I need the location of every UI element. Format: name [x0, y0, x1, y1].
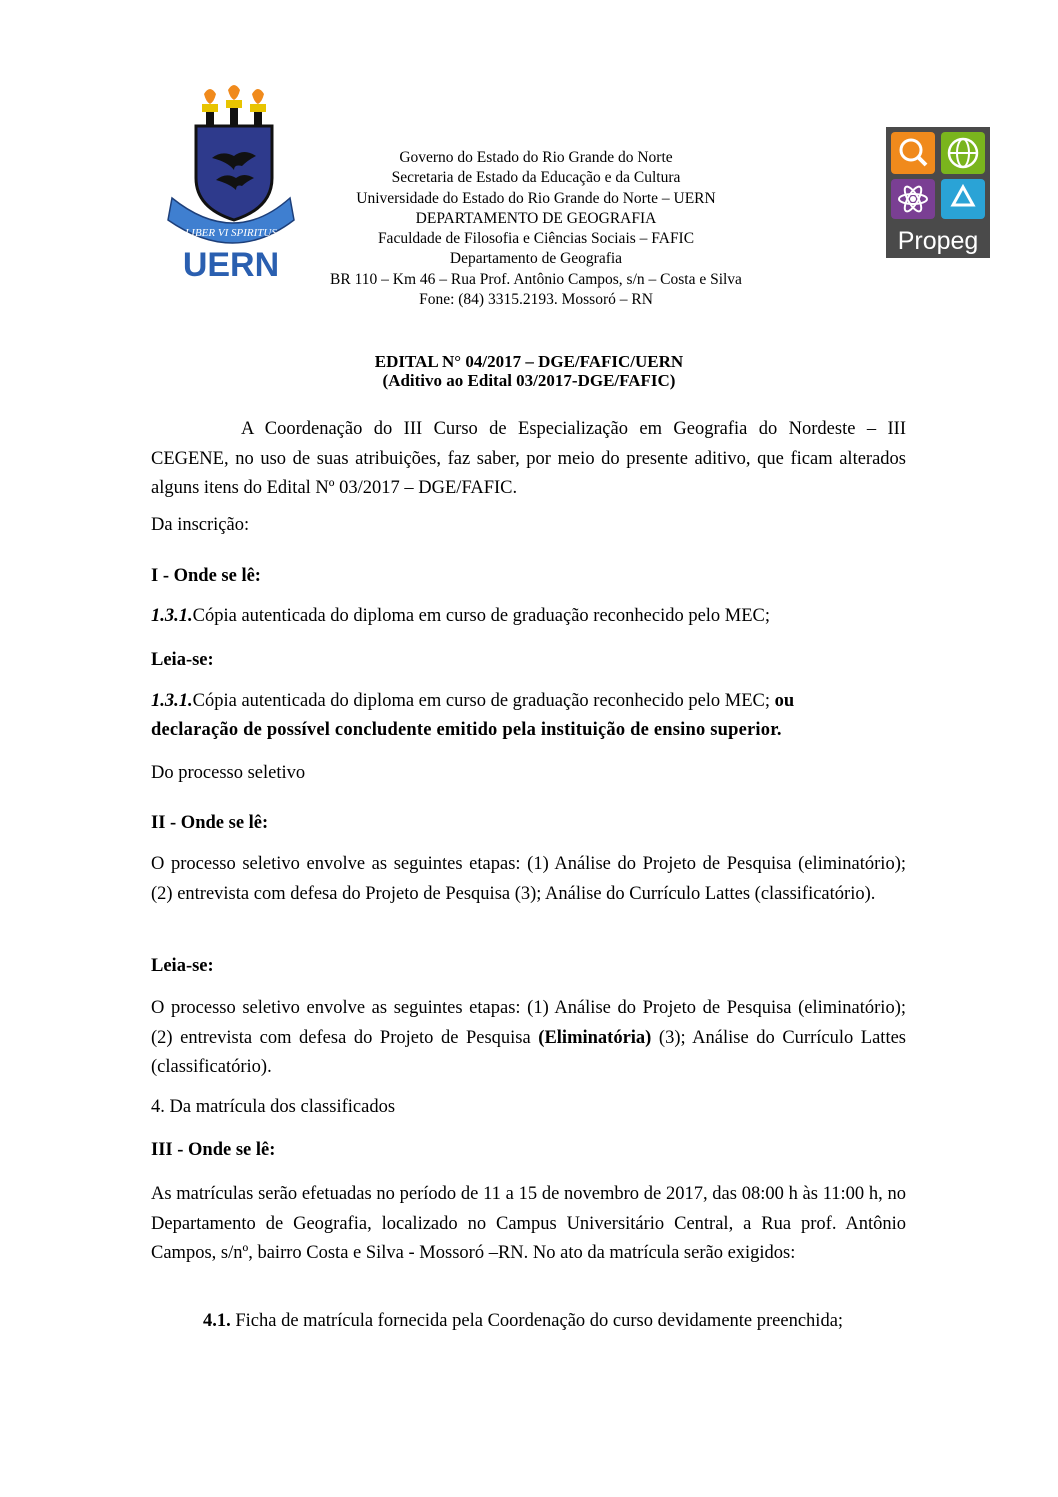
section-inscricao: Da inscrição: — [151, 515, 250, 535]
item2-onde-text: O processo seletivo envolve as seguintes etapas: (1) Análise do Projeto de Pesquisa (eliminatório); (2) entrevista com defesa do Projeto de Pesquisa (3); Análise do Currículo Lattes (classificatório). — [151, 854, 906, 904]
header-line: Departamento de Geografia — [449, 250, 623, 268]
header-line: BR 110 – Km 46 – Rua Prof. Antônio Campos, s/n – Costa e Silva — [330, 270, 742, 288]
section-matricula: 4. Da matrícula dos classificados — [151, 1097, 396, 1117]
intro-paragraph: A Coordenação do III Curso de Especialização em Geografia do Nordeste – III CEGENE, no uso de suas atribuições, faz saber, por meio do presente aditivo, que ficam alterados alguns itens do Edital Nº 03/2017 – DGE/FAFIC. — [151, 419, 906, 498]
title-line-1: EDITAL N° 04/2017 – DGE/FAFIC/UERN — [374, 352, 684, 371]
item2-leia-paragraph — [151, 994, 906, 1083]
item1-leia-text: Cópia autenticada do diploma em curso de graduação reconhecido pelo MEC; — [192, 691, 771, 711]
item2-leia-label: Leia-se: — [151, 956, 214, 976]
institution-header — [286, 148, 786, 310]
title-line-2: (Aditivo ao Edital 03/2017-DGE/FAFIC) — [382, 371, 676, 390]
header-line: Universidade do Estado do Rio Grande do Norte – UERN — [356, 189, 716, 207]
item3-sub-text: Ficha de matrícula fornecida pela Coordenação do curso devidamente preenchida; — [230, 1311, 844, 1331]
item2-leia-text-after: (3); Análise do Currículo Lattes (classificatório). — [151, 1027, 906, 1077]
section-processo: Do processo seletivo — [151, 763, 306, 783]
item1-onde-label: I - Onde se lê: — [151, 566, 261, 586]
item3-onde-text: As matrículas serão efetuadas no período de 11 a 15 de novembro de 2017, das 08:00 h às 11:00 h, no Departamento de Geografia, localizado no Campus Universitário Central, a Rua prof. Antônio Campos, s/nº, bairro Costa e Silva - Mossoró –RN. No ato da matrícula serão exigidos: — [151, 1184, 906, 1263]
item1-leia-bold-or: ou — [770, 691, 795, 711]
item1-onde-number: 1.3.1. — [151, 606, 193, 626]
torch-icon — [202, 85, 266, 126]
uern-crest-logo — [166, 80, 296, 280]
item1-onde — [151, 606, 770, 627]
uern-wordmark: UERN — [182, 246, 280, 280]
header-line: Secretaria de Estado da Educação e da Cultura — [391, 169, 681, 187]
item2-leia-text-before: O processo seletivo envolve as seguintes etapas: (1) Análise do Projeto de Pesquisa (eliminatório); (2) entrevista com defesa do Projeto de Pesquisa — [151, 998, 906, 1048]
item1-leia-label: Leia-se: — [151, 650, 214, 670]
item1-leia-number: 1.3.1. — [151, 691, 193, 711]
header-line: Faculdade de Filosofia e Ciências Sociais – FAFIC — [377, 230, 695, 248]
header-line: DEPARTAMENTO DE GEOGRAFIA — [415, 209, 657, 227]
item3-onde-label: III - Onde se lê: — [151, 1140, 276, 1160]
propeg-wordmark: Propeg — [897, 227, 979, 255]
item1-leia-line1 — [151, 691, 794, 712]
logo-banner-text: LIBER VI SPIRITUS — [185, 227, 277, 239]
propeg-logo — [886, 127, 990, 258]
item3-subitem — [203, 1307, 906, 1337]
item2-leia-text-bold: (Eliminatória) — [538, 1027, 652, 1048]
header-line: Governo do Estado do Rio Grande do Norte — [399, 149, 673, 166]
header-line: Fone: (84) 3315.2193. Mossoró – RN — [419, 291, 653, 309]
item3-sub-number: 4.1. — [203, 1311, 231, 1331]
item2-onde-label: II - Onde se lê: — [151, 813, 269, 833]
document-title — [0, 352, 1058, 390]
item1-leia-line2: declaração de possível concludente emitido pela instituição de ensino superior. — [151, 720, 782, 740]
item1-onde-text: Cópia autenticada do diploma em curso de graduação reconhecido pelo MEC; — [192, 606, 771, 626]
